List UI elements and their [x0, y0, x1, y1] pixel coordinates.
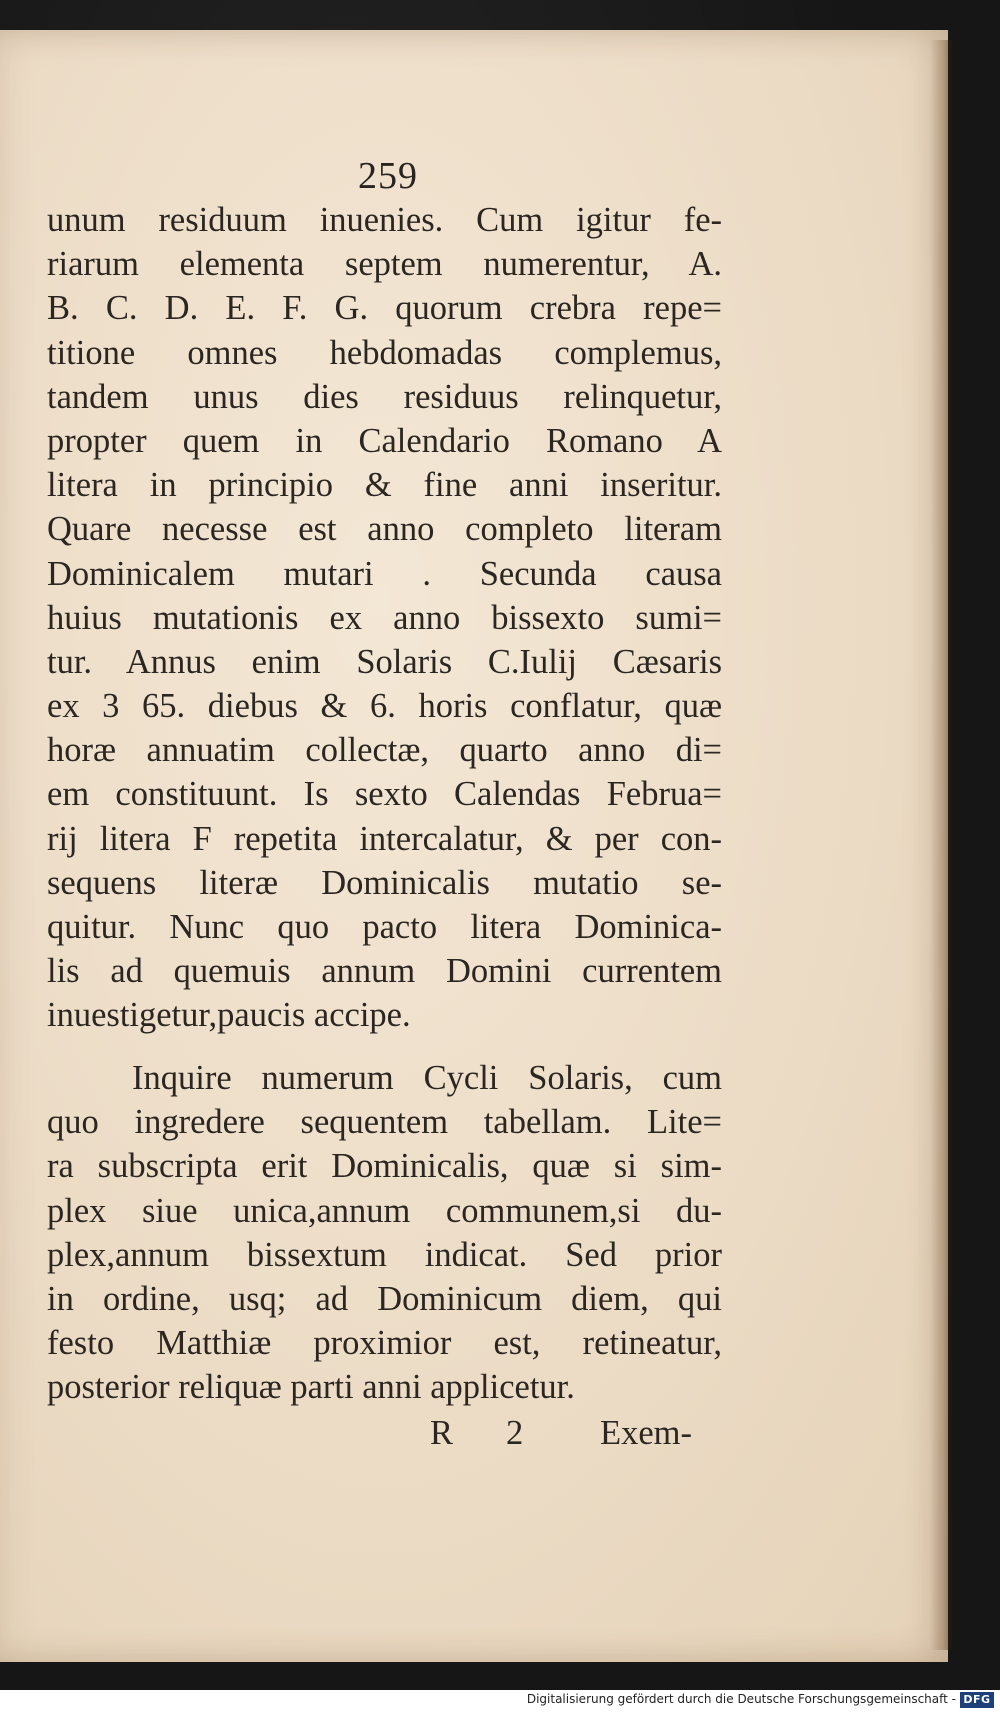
- text-line: plex siue unica,annum communem,si du-: [47, 1191, 722, 1230]
- text-line: sequens literæ Dominicalis mutatio se-: [47, 863, 722, 902]
- text-line: B. C. D. E. F. G. quorum crebra repe=: [47, 289, 722, 328]
- text-line: unum residuum inuenies. Cum igitur fe-: [47, 201, 722, 239]
- text-line: plex,annum bissextum indicat. Sed prior: [47, 1235, 722, 1274]
- text-line: riarum elementa septem numerentur, A.: [47, 245, 722, 284]
- text-line: horæ annuatim collectæ, quarto anno di=: [47, 731, 722, 770]
- text-line: festo Matthiæ proximior est, retineatur,: [47, 1324, 722, 1363]
- catchword: Exem-: [600, 1414, 692, 1452]
- text-line: in ordine, usq; ad Dominicum diem, qui: [47, 1279, 722, 1318]
- text-line: titione omnes hebdomadas complemus,: [47, 333, 722, 372]
- text-line: Inquire numerum Cycli Solaris, cum: [132, 1059, 722, 1097]
- book-page: [0, 30, 948, 1662]
- text-line: ex 3 65. diebus & 6. horis conflatur, quæ: [47, 687, 722, 726]
- signature-line: [430, 1414, 715, 1458]
- text-line: tandem unus dies residuus relinquetur,: [47, 377, 722, 416]
- text-line: Dominicalem mutari . Secunda causa: [47, 554, 722, 593]
- signature-number: 2: [506, 1414, 524, 1452]
- text-line: rij litera F repetita intercalatur, & per con-: [47, 819, 722, 858]
- dfg-logo-badge: DFG: [960, 1692, 994, 1708]
- paragraph-1: [47, 198, 722, 1038]
- signature-mark: R: [430, 1414, 454, 1452]
- funding-credit: Digitalisierung gefördert durch die Deutsche Forschungsgemeinschaft -: [526, 1692, 956, 1706]
- page-number: 259: [358, 155, 418, 197]
- text-line: quitur. Nunc quo pacto litera Dominica-: [47, 908, 722, 946]
- text-line: propter quem in Calendario Romano A: [47, 421, 722, 460]
- text-line: quo ingredere sequentem tabellam. Lite=: [47, 1103, 722, 1142]
- text-line: litera in principio & fine anni inseritur.: [47, 466, 722, 505]
- text-line: Quare necesse est anno completo literam: [47, 510, 722, 549]
- text-line: em constituunt. Is sexto Calendas Februa=: [47, 775, 722, 814]
- paragraph-2: [47, 1056, 722, 1410]
- text-line: huius mutationis ex anno bissexto sumi=: [47, 598, 722, 637]
- text-line: inuestigetur,paucis accipe.: [47, 996, 411, 1035]
- text-line: ra subscripta erit Dominicalis, quæ si sim-: [47, 1147, 722, 1186]
- footer-bar: [0, 1690, 1000, 1712]
- text-line: posterior reliquæ parti anni applicetur.: [47, 1368, 575, 1407]
- text-line: tur. Annus enim Solaris C.Iulij Cæsaris: [47, 642, 722, 681]
- text-line: lis ad quemuis annum Domini currentem: [47, 952, 722, 991]
